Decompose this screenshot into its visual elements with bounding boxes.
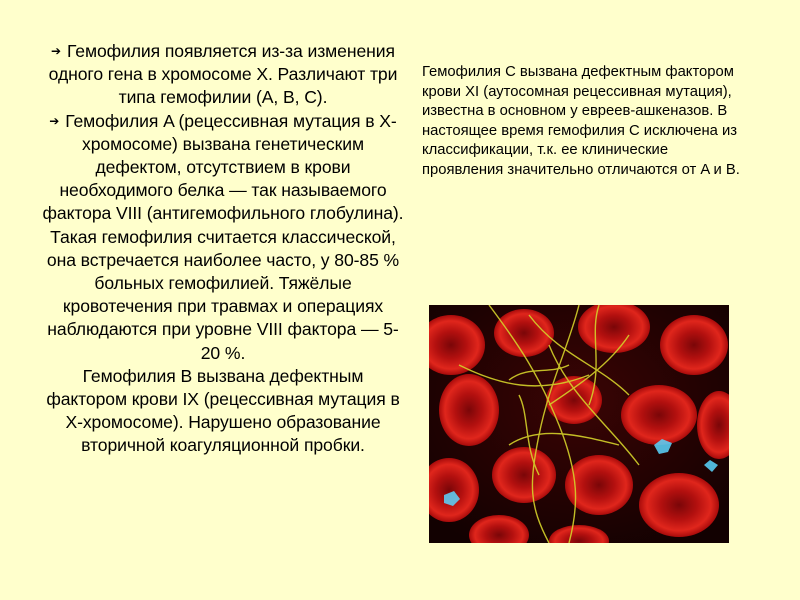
paragraph-2-text: Гемофилия A (рецессивная мутация в Х-хромосоме) вызвана генетическим дефектом, отсутствием в крови необходимого белка — так называемого фактора VIII (антигемофильного глобулина). Такая гемофилия считается классической, она встречается наиболее часто, у 80-85 % больных гемофилией. Тяжёлые кровотечения при травмах и операциях наблюдаются при уровне VIII фактора — 5-20 %. (42, 110, 404, 363)
bullet-arrow-icon: ➔ (51, 44, 62, 58)
bullet-arrow-icon: ➔ (49, 113, 60, 128)
paragraph-hemophilia-a (40, 110, 406, 365)
paragraph-1-text: Гемофилия появляется из-за изменения одного гена в хромосоме Х. Различают три типа гемофилии (A, B, C). (48, 41, 398, 108)
paragraph-types-of-hemophilia (40, 40, 406, 110)
left-text-block (40, 40, 406, 458)
paragraph-hemophilia-b: Гемофилия B вызвана дефектным фактором крови IX (рецессивная мутация в Х-хромосоме). Нарушено образование вторичной коагуляционной пробки. (46, 365, 400, 456)
paragraph-hemophilia-c: Гемофилия C вызвана дефектным фактором крови XI (аутосомная рецессивная мутация), известна в основном у евреев-ашкеназов. В настоящее время гемофилия C исключена из классификации, т.к. ее клинические проявления значительно отличаются от A и B. (422, 64, 740, 178)
blood-cells-image (429, 305, 729, 543)
blood-cells-photo (429, 305, 729, 543)
